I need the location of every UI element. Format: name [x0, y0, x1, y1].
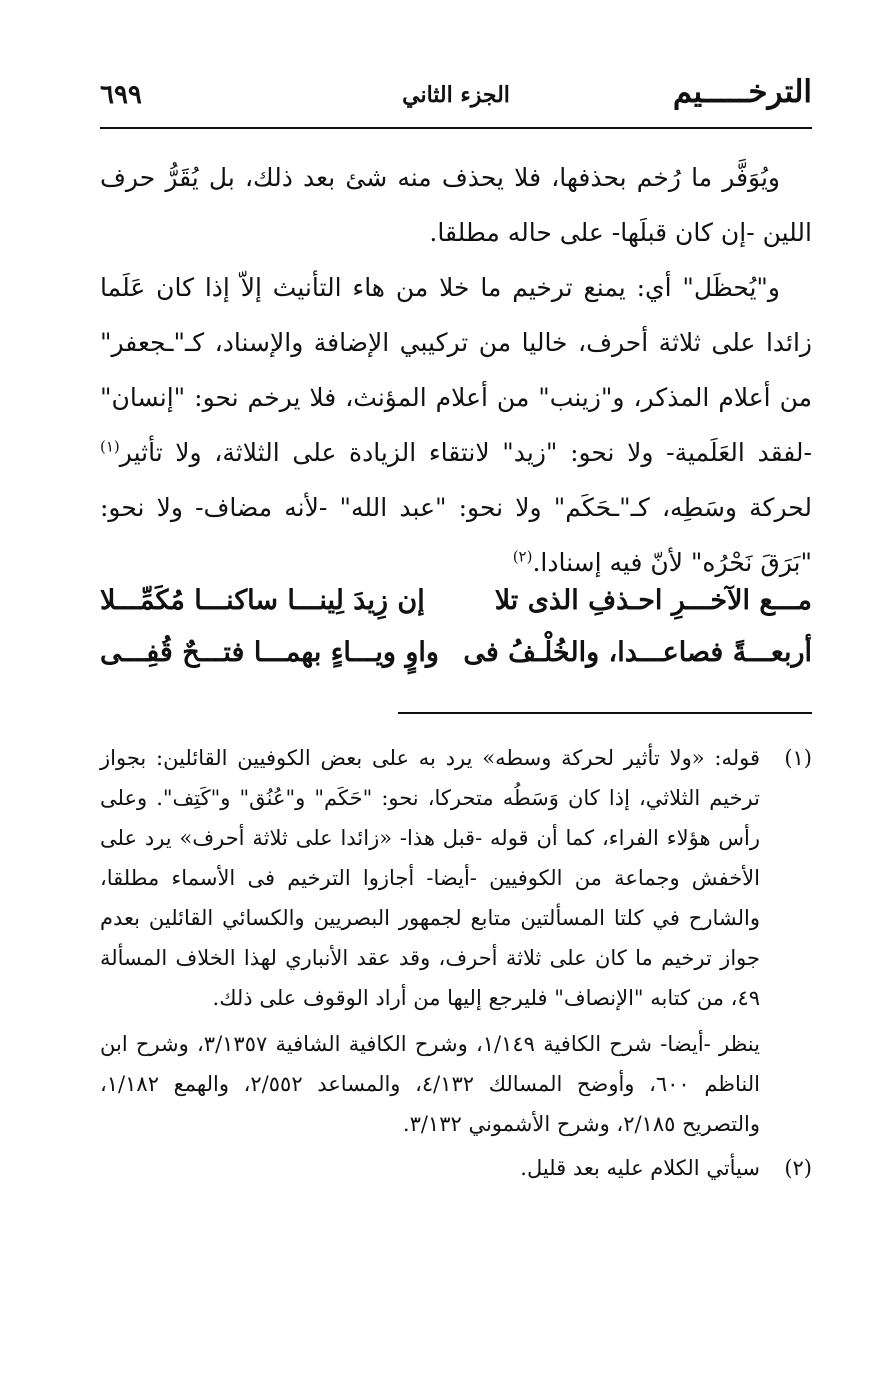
body-paragraph	[100, 260, 812, 590]
footnote-text: قوله: «ولا تأثير لحركة وسطه» يرد به على بعض الكوفيين القائلين: بجواز ترخيم الثلاثي، إذا كان وَسَطُه متحركا، نحو: "حَكَم" و"عُنُق" و"كَتِف". وعلى رأس هؤلاء الفراء، كما أن قوله -قبل هذا- «زائدا على ثلاثة أحرف» يرد على الأخفش وجماعة من الكوفيين -أيضا- أجازوا الترخيم فى الأسماء مطلقا، والشارح في كلتا المسألتين متابع لجمهور البصريين والكسائي القائلين بعدم جواز ترخيم ما كان على ثلاثة أحرف، وقد عقد الأنباري لهذا الخلاف المسألة ٤٩، من كتابه "الإنصاف" فليرجع إليها من أراد الوقوف على ذلك.	[100, 746, 760, 1010]
footnote-1	[100, 738, 812, 1144]
footnote-references: ينظر -أيضا- شرح الكافية ١/١٤٩، وشرح الكافية الشافية ٣/١٣٥٧، وشرح ابن الناظم ٦٠٠، وأوضح المسالك ٤/١٣٢، والمساعد ٢/٥٥٢، والهمع ١/١٨٢، والتصريح ٢/١٨٥، وشرح الأشموني ٣/١٣٢.	[100, 1032, 760, 1136]
running-header	[100, 70, 812, 120]
footnotes	[100, 738, 812, 1188]
verse-first-hemistich: أربعـــةً فصاعـــدا، والخُلْـفُ فى	[463, 637, 812, 668]
body-paragraph-text: لحركة وسَطِه، كـ"ـحَكَم" ولا نحو: "عبد الله" -لأنه مضاف- ولا نحو: "بَرَقَ نَحْرُه" لأنّ فيه إسنادا.	[100, 493, 813, 577]
footnote-number: (١)	[784, 746, 812, 770]
footnote-reference-2: (٢)	[512, 547, 533, 566]
body-paragraph-text: و"يُحظَل" أي: يمنع ترخيم ما خلا من هاء التأنيث إلاّ إذا كان عَلَما زائدا على ثلاثة أحرف، خاليا من تركيبي الإضافة والإسناد، كـ"ـجعفر" من أعلام المذكر، و"زينب" من أعلام المؤنث، فلا يرخم نحو: "إنسان" -لفقد العَلَمية- ولا نحو: "زيد" لانتقاء الزيادة على الثلاثة، ولا تأثير	[100, 273, 812, 467]
verse-line	[100, 637, 812, 689]
page-number: ٦٩٩	[100, 80, 142, 110]
footnote-number: (٢)	[784, 1156, 812, 1180]
header-divider	[100, 127, 812, 129]
verse-line	[100, 585, 812, 637]
body-paragraph: ويُوَفَّر ما رُخم بحذفها، فلا يحذف منه شئ بعد ذلك، بل يُقَرُّ حرف اللين -إن كان قبلَها- على حاله مطلقا.	[100, 163, 812, 247]
footnote-2	[100, 1148, 812, 1188]
verse-block	[100, 585, 812, 689]
verse-second-hemistich: إن زِيدَ لِينـــا ساكنـــا مُكَمِّـــلا	[100, 585, 425, 616]
footnote-text: سيأتي الكلام عليه بعد قليل.	[520, 1156, 760, 1180]
footnote-divider	[398, 712, 812, 714]
verse-second-hemistich: واوٍ ويـــاءٍ بهمـــا فتـــحٌ قُفِـــى	[100, 637, 439, 668]
chapter-title: الترخـــــيم	[672, 74, 812, 110]
footnote-reference-1: (١)	[100, 437, 120, 456]
verse-first-hemistich: مـــع الآخـــرِ احـذفِ الذى تلا	[494, 585, 812, 616]
main-text	[100, 150, 812, 590]
volume-label: الجزء الثاني	[402, 82, 510, 108]
